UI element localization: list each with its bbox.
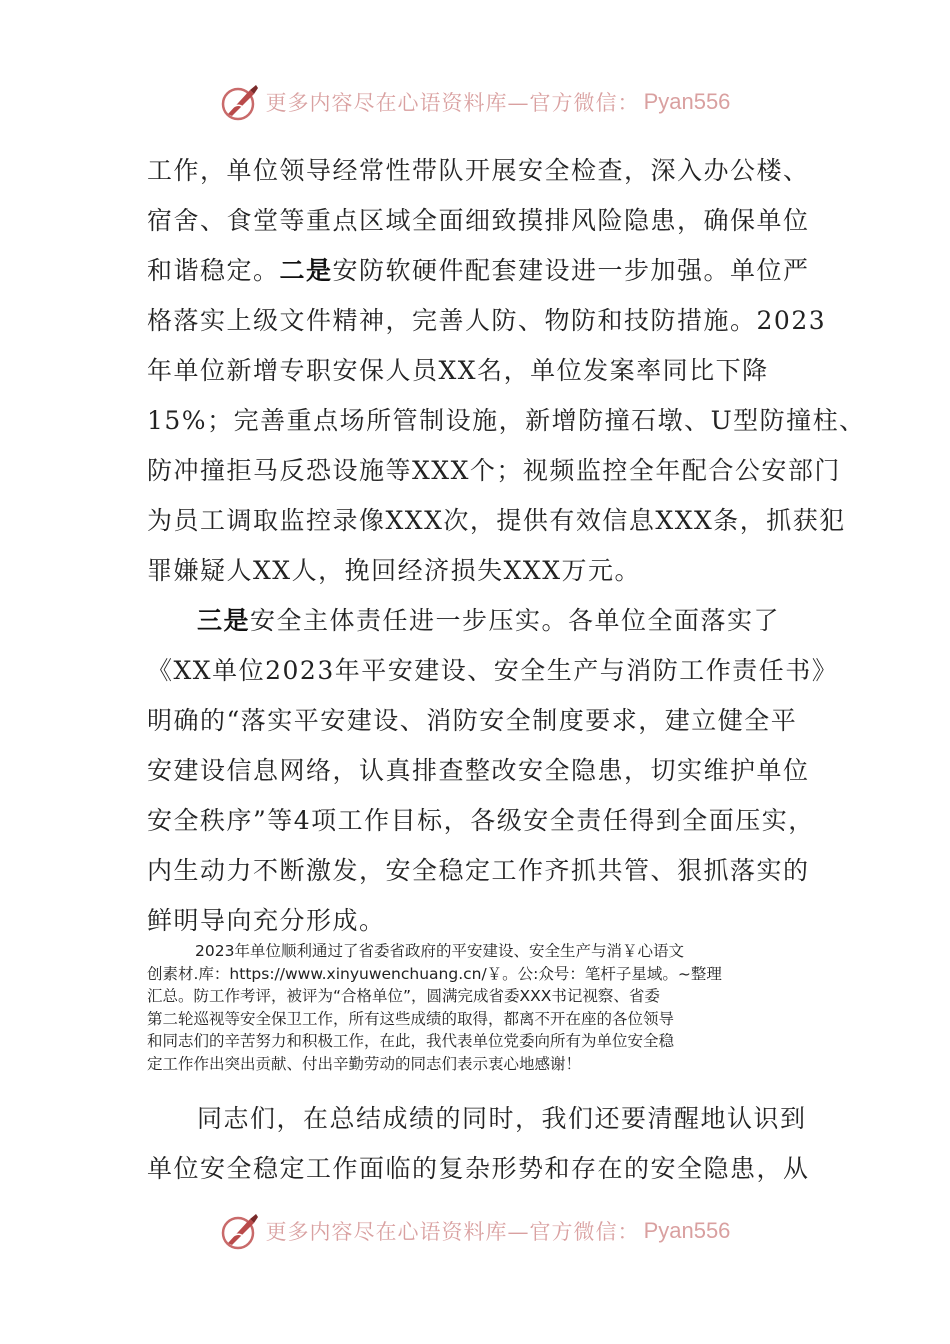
small-text-line: 创素材.库：https://www.xinyuwenchuang.cn/￥。公:众号：笔杆子星域。~整理 <box>147 964 722 983</box>
text-line: 格落实上级文件精神，完善人防、物防和技防措施。2023 <box>147 306 827 335</box>
text-line: 《XX单位2023年平安建设、安全生产与消防工作责任书》 <box>147 656 839 685</box>
text-line: 鲜明导向充分形成。 <box>147 906 386 935</box>
text-line: 明确的“落实平安建设、消防安全制度要求，建立健全平 <box>147 706 798 735</box>
text-line: 为员工调取监控录像XXX次，提供有效信息XXX条，抓获犯 <box>147 506 846 535</box>
text-line: 安建设信息网络，认真排查整改安全隐患，切实维护单位 <box>147 756 810 785</box>
small-text-line: 第二轮巡视等安全保卫工作，所有这些成绩的取得，都离不开在座的各位领导 <box>147 1009 675 1028</box>
bold-marker: 三是 <box>197 606 251 635</box>
text-segment: 和谐稳定。 <box>147 256 280 285</box>
text-line: 宿舍、食堂等重点区域全面细致摸排风险隐患，确保单位 <box>147 206 810 235</box>
small-text-line: 2023年单位顺利通过了省委省政府的平安建设、安全生产与消￥心语文 <box>195 942 684 960</box>
small-text-line: 定工作作出突出贡献、付出辛勤劳动的同志们表示衷心地感谢！ <box>147 1054 582 1073</box>
small-print-paragraph <box>147 940 807 1075</box>
banner-text: 更多内容尽在心语资料库—官方微信： <box>265 1220 640 1244</box>
text-line: 15%；完善重点场所管制设施，新增防撞石墩、U型防撞柱、 <box>147 406 866 435</box>
pen-logo-icon <box>220 82 260 122</box>
small-text-line: 汇总。防工作考评，被评为“合格单位”，圆满完成省委XXX书记视察、省委 <box>147 987 660 1005</box>
text-line: 罪嫌疑人XX人，挽回经济损失XXX万元。 <box>147 556 641 585</box>
text-line: 单位安全稳定工作面临的复杂形势和存在的安全隐患，从 <box>147 1154 810 1183</box>
text-line: 内生动力不断激发，安全稳定工作齐抓共管、狠抓落实的 <box>147 856 810 885</box>
text-segment: 安防软硬件配套建设进一步加强。单位严 <box>332 256 810 285</box>
pen-logo-icon <box>220 1211 260 1251</box>
text-line <box>147 596 827 646</box>
bold-marker: 二是 <box>279 256 333 285</box>
banner-wechat-id: Pyan556 <box>643 89 731 114</box>
small-text-line: 和同志们的辛苦努力和积极工作，在此，我代表单位党委向所有为单位安全稳 <box>147 1032 675 1050</box>
banner-wechat-id: Pyan556 <box>643 1218 731 1243</box>
text-line: 年单位新增专职安保人员XX名，单位发案率同比下降 <box>147 356 769 385</box>
header-watermark-banner <box>0 80 950 124</box>
text-line: 安全秩序”等4项工作目标，各级安全责任得到全面压实， <box>147 806 815 835</box>
closing-paragraph <box>147 1094 827 1194</box>
text-line <box>147 246 827 296</box>
text-line: 工作，单位领导经常性带队开展安全检查，深入办公楼、 <box>147 156 810 185</box>
banner-text: 更多内容尽在心语资料库—官方微信： <box>265 91 640 115</box>
text-line: 防冲撞拒马反恐设施等XXX个；视频监控全年配合公安部门 <box>147 456 841 485</box>
footer-watermark-banner <box>0 1209 950 1253</box>
main-body-text <box>147 146 866 946</box>
text-segment: 安全主体责任进一步压实。各单位全面落实了 <box>250 606 781 635</box>
text-line: 同志们，在总结成绩的同时，我们还要清醒地认识到 <box>197 1104 807 1133</box>
